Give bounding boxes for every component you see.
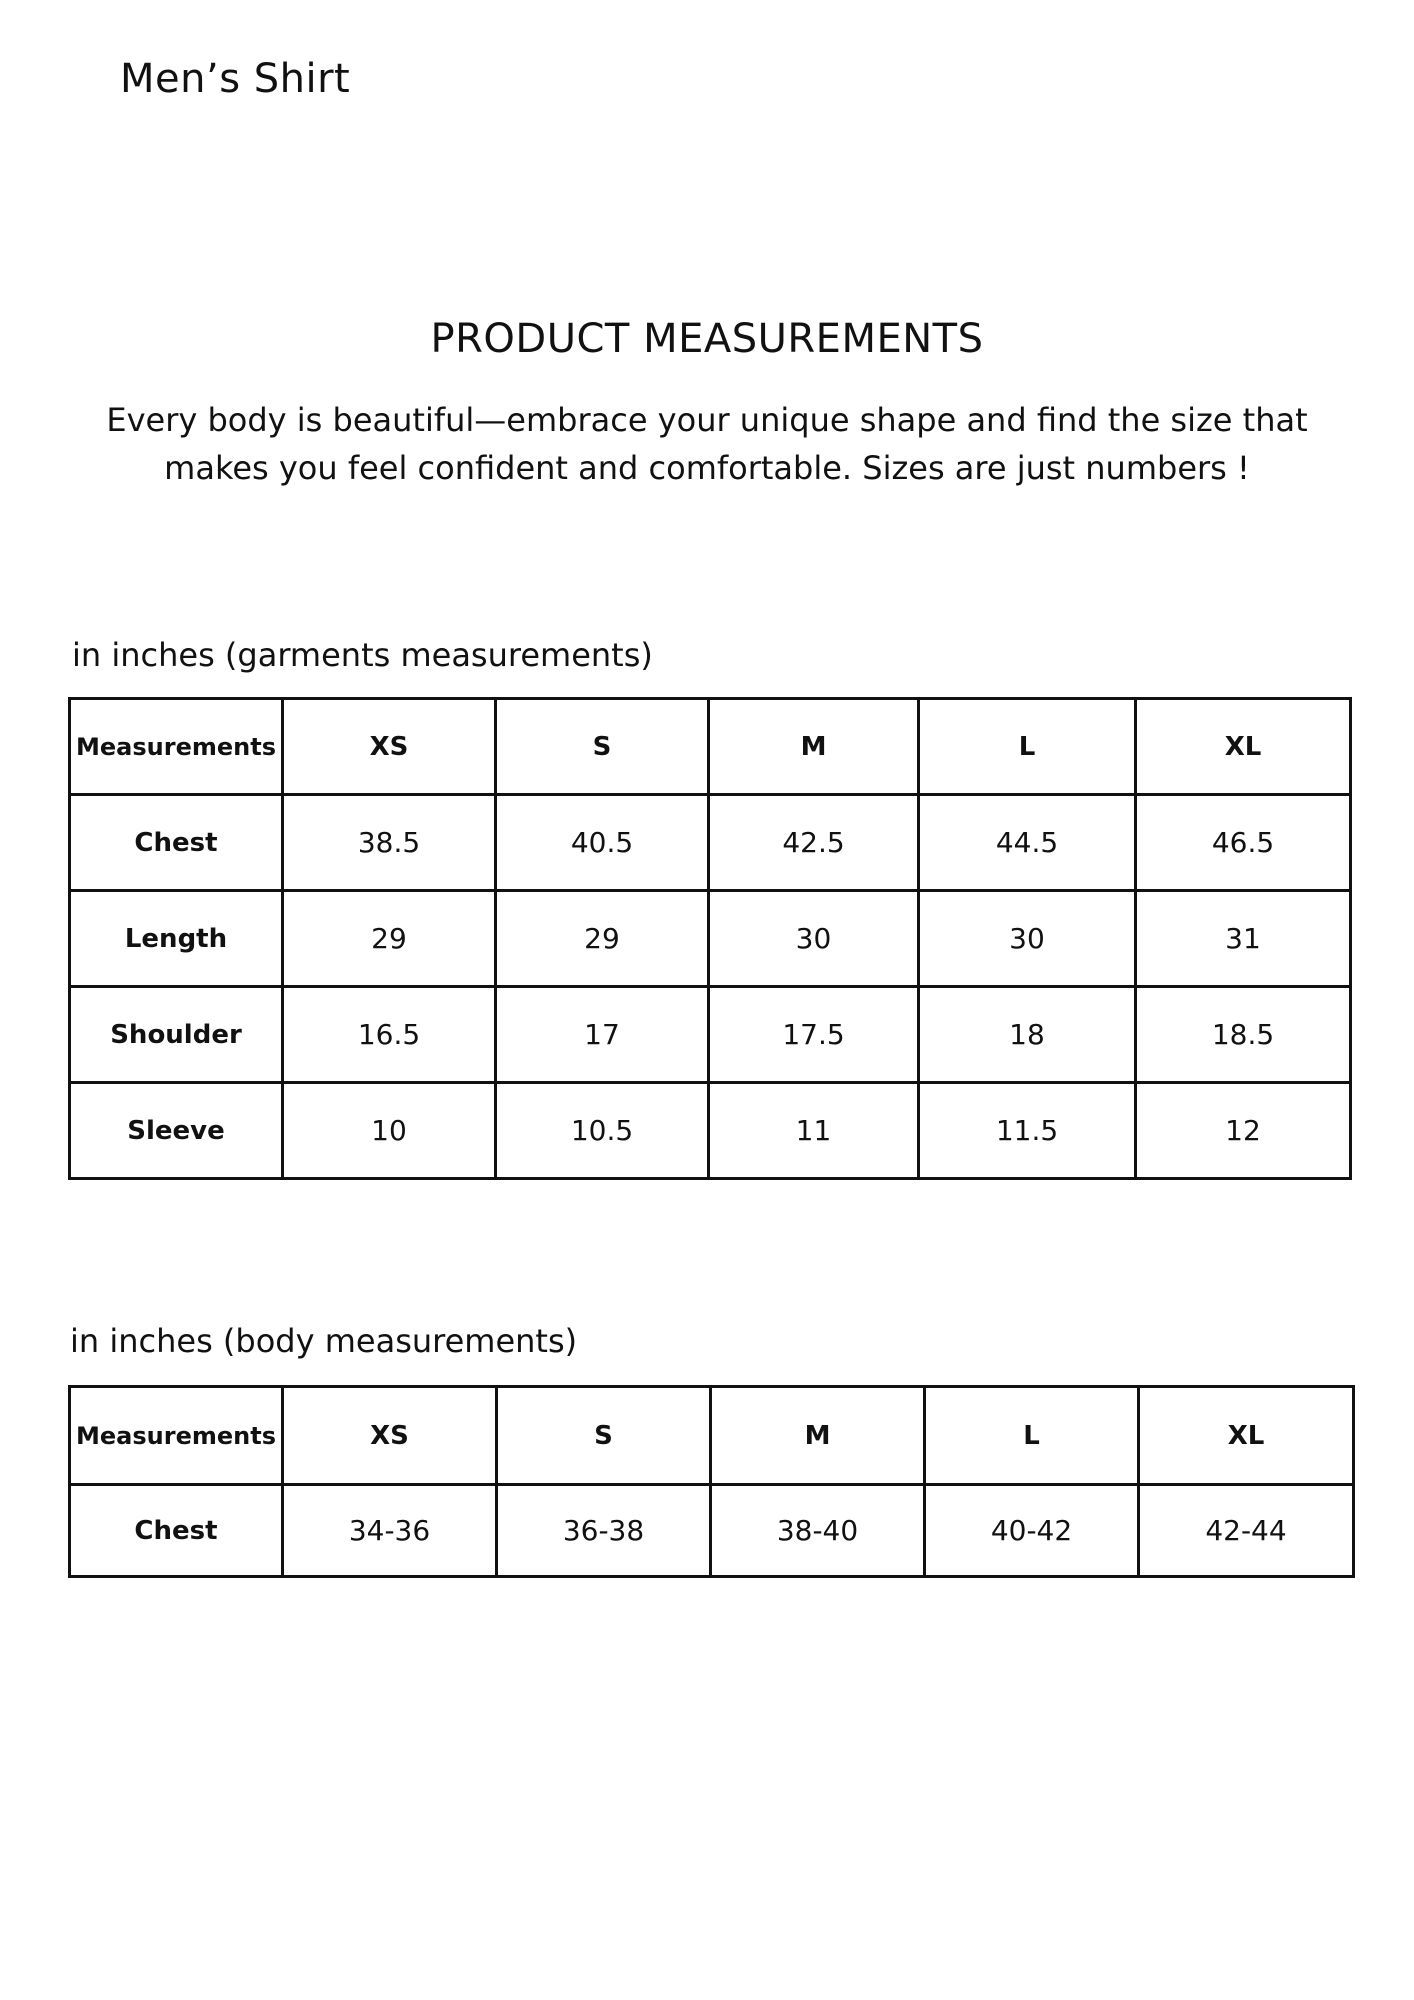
table-cell: 44.5 <box>919 795 1136 891</box>
table-cell: 18.5 <box>1136 987 1351 1083</box>
table-row <box>70 1485 1354 1577</box>
table-cell: 38-40 <box>711 1485 925 1577</box>
body-measurements-table <box>68 1385 1355 1578</box>
table-cell: 31 <box>1136 891 1351 987</box>
table-cell: 29 <box>283 891 496 987</box>
row-label: Chest <box>70 1485 283 1577</box>
table-row <box>70 987 1351 1083</box>
size-header-xs: XS <box>283 699 496 795</box>
table-header-row <box>70 1387 1354 1485</box>
table-row <box>70 891 1351 987</box>
table-cell: 42-44 <box>1139 1485 1354 1577</box>
size-header-xs: XS <box>283 1387 497 1485</box>
table-cell: 10.5 <box>496 1083 709 1179</box>
row-label: Chest <box>70 795 283 891</box>
table-cell: 30 <box>709 891 919 987</box>
table-cell: 40-42 <box>925 1485 1139 1577</box>
table-cell: 42.5 <box>709 795 919 891</box>
product-title: Men’s Shirt <box>120 56 351 102</box>
table-cell: 46.5 <box>1136 795 1351 891</box>
table-cell: 34-36 <box>283 1485 497 1577</box>
table-cell: 17.5 <box>709 987 919 1083</box>
table-cell: 29 <box>496 891 709 987</box>
size-header-m: M <box>711 1387 925 1485</box>
table-cell: 18 <box>919 987 1136 1083</box>
garment-measurements-table <box>68 697 1352 1180</box>
row-label: Length <box>70 891 283 987</box>
body-table-caption: in inches (body measurements) <box>70 1322 578 1360</box>
table-cell: 11 <box>709 1083 919 1179</box>
table-cell: 12 <box>1136 1083 1351 1179</box>
size-header-s: S <box>497 1387 711 1485</box>
table-cell: 36-38 <box>497 1485 711 1577</box>
section-heading: PRODUCT MEASUREMENTS <box>430 316 984 362</box>
row-label: Shoulder <box>70 987 283 1083</box>
tagline-line: Every body is beautiful—embrace your unique shape and find the size that <box>106 401 1308 439</box>
size-header-l: L <box>919 699 1136 795</box>
table-cell: 17 <box>496 987 709 1083</box>
table-cell: 10 <box>283 1083 496 1179</box>
table-cell: 11.5 <box>919 1083 1136 1179</box>
size-header-m: M <box>709 699 919 795</box>
table-cell: 40.5 <box>496 795 709 891</box>
size-header-s: S <box>496 699 709 795</box>
tagline-line: makes you feel confident and comfortable. Sizes are just numbers ! <box>164 449 1250 487</box>
size-header-l: L <box>925 1387 1139 1485</box>
table-row <box>70 1083 1351 1179</box>
table-row <box>70 795 1351 891</box>
table-cell: 38.5 <box>283 795 496 891</box>
row-label: Sleeve <box>70 1083 283 1179</box>
garment-table-caption: in inches (garments measurements) <box>72 636 653 674</box>
measurements-header: Measurements <box>70 699 283 795</box>
size-header-xl: XL <box>1136 699 1351 795</box>
table-header-row <box>70 699 1351 795</box>
table-cell: 16.5 <box>283 987 496 1083</box>
size-header-xl: XL <box>1139 1387 1354 1485</box>
measurements-header: Measurements <box>70 1387 283 1485</box>
tagline <box>100 396 1314 492</box>
table-cell: 30 <box>919 891 1136 987</box>
